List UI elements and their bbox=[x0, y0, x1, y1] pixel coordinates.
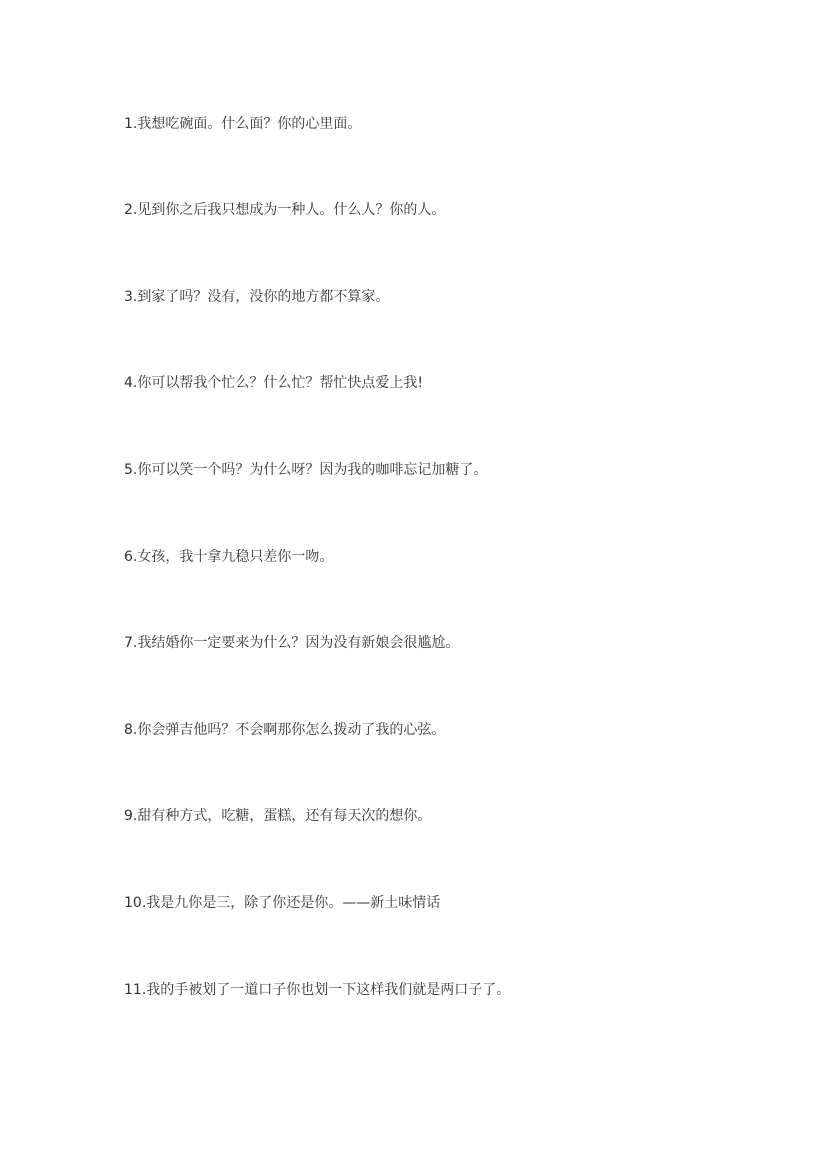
text-line-10: 10.我是九你是三，除了你还是你。——新土味情话 bbox=[124, 895, 441, 911]
text-line-11: 11.我的手被划了一道口子你也划一下这样我们就是两口子了。 bbox=[124, 982, 511, 998]
text-line-9: 9.甜有种方式，吃糖，蛋糕，还有每天次的想你。 bbox=[124, 808, 432, 824]
text-line-4: 4.你可以帮我个忙么？什么忙？帮忙快点爱上我! bbox=[124, 375, 423, 391]
text-line-8: 8.你会弹吉他吗？不会啊那你怎么拨动了我的心弦。 bbox=[124, 722, 446, 738]
text-line-1: 1.我想吃碗面。什么面？你的心里面。 bbox=[124, 116, 362, 132]
text-line-5: 5.你可以笑一个吗？为什么呀？因为我的咖啡忘记加糖了。 bbox=[124, 462, 488, 478]
text-line-7: 7.我结婚你一定要来为什么？因为没有新娘会很尴尬。 bbox=[124, 635, 460, 651]
text-line-2: 2.见到你之后我只想成为一种人。什么人？你的人。 bbox=[124, 202, 446, 218]
text-line-3: 3.到家了吗？没有，没你的地方都不算家。 bbox=[124, 289, 390, 305]
text-line-6: 6.女孩，我十拿九稳只差你一吻。 bbox=[124, 549, 334, 565]
